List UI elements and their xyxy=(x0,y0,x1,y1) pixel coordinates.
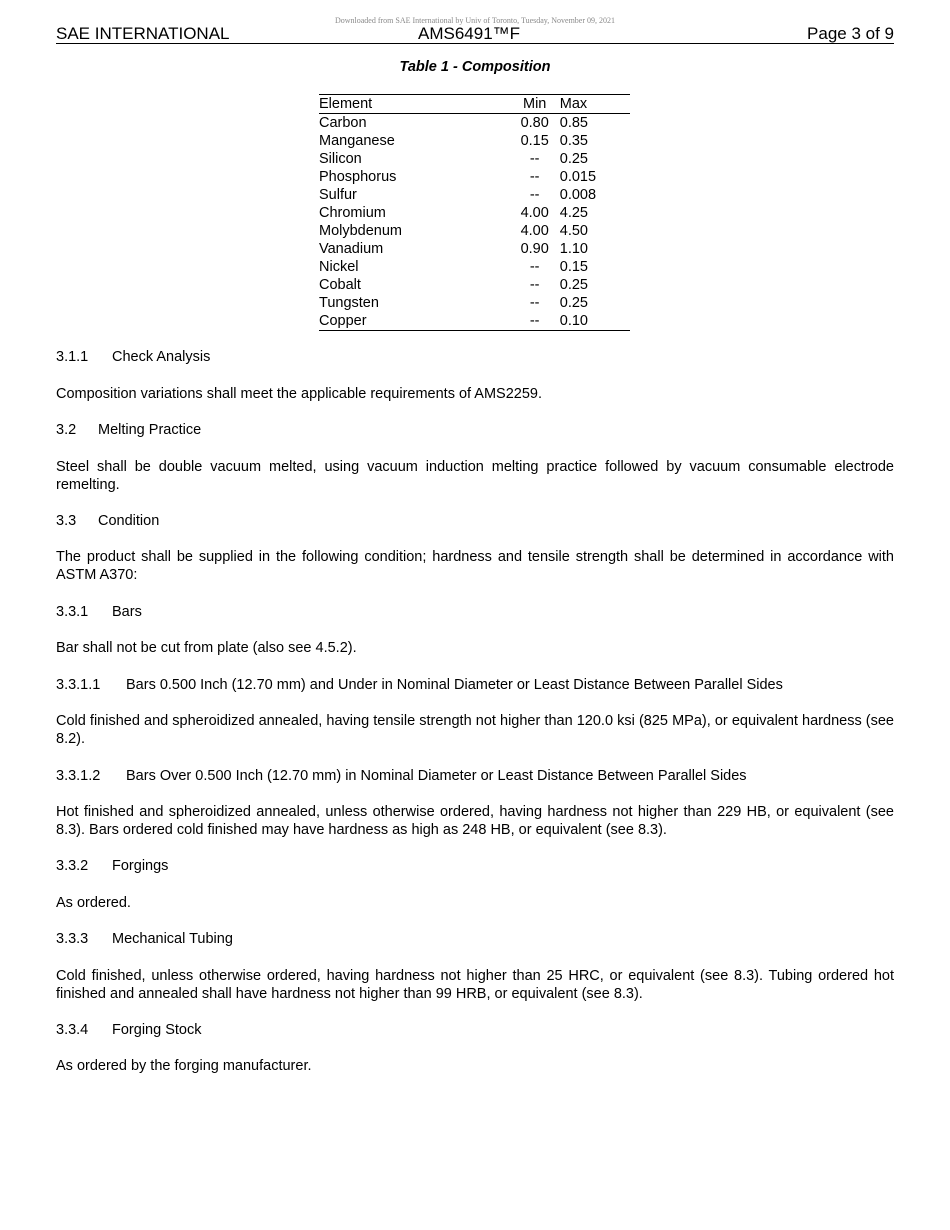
section-number: 3.3.1.2 xyxy=(56,768,101,784)
max-cell: 0.10 xyxy=(559,313,588,329)
max-cell: 0.008 xyxy=(559,187,597,203)
table-row xyxy=(319,312,630,331)
element-cell: Copper xyxy=(319,313,367,329)
max-cell: 0.85 xyxy=(559,115,588,131)
section-number: 3.3.3 xyxy=(56,931,89,947)
element-cell: Cobalt xyxy=(319,277,361,293)
min-cell: -- xyxy=(529,187,540,203)
section-title: Bars Over 0.500 Inch (12.70 mm) in Nominal Diameter or Least Distance Between Parallel Sides xyxy=(126,768,747,784)
paragraph: As ordered by the forging manufacturer. xyxy=(56,1058,312,1074)
section-heading xyxy=(56,422,894,440)
min-cell: -- xyxy=(529,295,540,311)
min-cell: -- xyxy=(529,151,540,167)
table-row xyxy=(319,186,630,204)
table-body xyxy=(319,114,630,331)
max-cell: 0.35 xyxy=(559,133,588,149)
section-number: 3.3.4 xyxy=(56,1022,89,1038)
max-cell: 1.10 xyxy=(559,241,588,257)
column-header-min: Min xyxy=(523,96,547,112)
min-cell: -- xyxy=(529,277,540,293)
max-cell: 0.25 xyxy=(559,151,588,167)
table-row xyxy=(319,222,630,240)
section-heading xyxy=(56,677,894,695)
element-cell: Tungsten xyxy=(319,295,379,311)
page-number: Page 3 of 9 xyxy=(807,24,894,43)
section-title: Mechanical Tubing xyxy=(112,931,233,947)
paragraph: The product shall be supplied in the following condition; hardness and tensile strength shall be determined in accordance with ASTM A370: xyxy=(56,549,894,583)
section-number: 3.3 xyxy=(56,513,77,529)
column-header-element: Element xyxy=(319,96,373,112)
element-cell: Carbon xyxy=(319,115,367,131)
element-cell: Sulfur xyxy=(319,187,357,203)
section-number: 3.3.2 xyxy=(56,858,89,874)
table-header-row xyxy=(319,95,630,114)
element-cell: Silicon xyxy=(319,151,362,167)
section-title: Bars 0.500 Inch (12.70 mm) and Under in Nominal Diameter or Least Distance Between Parallel Sides xyxy=(126,677,783,693)
min-cell: -- xyxy=(529,259,540,275)
section-title: Bars xyxy=(112,604,142,620)
paragraph: Hot finished and spheroidized annealed, unless otherwise ordered, having hardness not higher than 229 HB, or equivalent (see 8.3). Bars ordered cold finished may have hardness as high as 248 HB, or equivalent (see 8.3). xyxy=(56,804,894,838)
element-cell: Chromium xyxy=(319,205,386,221)
min-cell: 0.80 xyxy=(520,115,549,131)
min-cell: 4.00 xyxy=(520,205,549,221)
max-cell: 0.25 xyxy=(559,295,588,311)
column-header-max: Max xyxy=(559,96,588,112)
document-number: AMS6491™F xyxy=(418,24,521,43)
element-cell: Nickel xyxy=(319,259,359,275)
table-row xyxy=(319,150,630,168)
section-title: Forging Stock xyxy=(112,1022,202,1038)
table-row xyxy=(319,114,630,133)
min-cell: 0.15 xyxy=(520,133,549,149)
table-row xyxy=(319,168,630,186)
element-cell: Vanadium xyxy=(319,241,384,257)
element-cell: Molybdenum xyxy=(319,223,403,239)
element-cell: Phosphorus xyxy=(319,169,397,185)
section-heading xyxy=(56,858,894,876)
section-title: Melting Practice xyxy=(98,422,202,438)
section-heading xyxy=(56,931,894,949)
max-cell: 0.25 xyxy=(559,277,588,293)
paragraph: As ordered. xyxy=(56,895,131,911)
page-header xyxy=(56,24,894,44)
section-number: 3.1.1 xyxy=(56,349,89,365)
table-row xyxy=(319,258,630,276)
paragraph: Steel shall be double vacuum melted, using vacuum induction melting practice followed by vacuum consumable electrode remelting. xyxy=(56,459,894,493)
section-number: 3.2 xyxy=(56,422,77,438)
section-heading xyxy=(56,513,894,531)
composition-table xyxy=(319,94,630,331)
min-cell: -- xyxy=(529,313,540,329)
table-row xyxy=(319,294,630,312)
table-row xyxy=(319,132,630,150)
min-cell: -- xyxy=(529,169,540,185)
element-cell: Manganese xyxy=(319,133,395,149)
min-cell: 0.90 xyxy=(520,241,549,257)
table-row xyxy=(319,204,630,222)
section-heading xyxy=(56,768,894,786)
max-cell: 0.015 xyxy=(559,169,597,185)
table-row xyxy=(319,276,630,294)
max-cell: 4.50 xyxy=(559,223,588,239)
download-watermark: Downloaded from SAE International by Univ of Toronto, Tuesday, November 09, 2021 xyxy=(334,16,616,25)
section-title: Condition xyxy=(98,513,160,529)
table-row xyxy=(319,240,630,258)
section-title: Check Analysis xyxy=(112,349,211,365)
section-title: Forgings xyxy=(112,858,169,874)
section-number: 3.3.1 xyxy=(56,604,89,620)
table-caption: Table 1 - Composition xyxy=(399,59,551,75)
paragraph: Bar shall not be cut from plate (also see 4.5.2). xyxy=(56,640,357,656)
paragraph: Cold finished, unless otherwise ordered, having hardness not higher than 25 HRC, or equivalent (see 8.3). Tubing ordered hot finished and annealed shall have hardness not higher than 99 HRB, or equivalent (see 8.3). xyxy=(56,968,894,1002)
paragraph: Cold finished and spheroidized annealed, having tensile strength not higher than 120.0 ksi (825 MPa), or equivalent hardness (see 8.2). xyxy=(56,713,894,747)
section-number: 3.3.1.1 xyxy=(56,677,101,693)
publisher-name: SAE INTERNATIONAL xyxy=(56,24,230,43)
section-heading xyxy=(56,604,894,622)
max-cell: 0.15 xyxy=(559,259,588,275)
section-heading xyxy=(56,1022,894,1040)
paragraph: Composition variations shall meet the applicable requirements of AMS2259. xyxy=(56,386,543,402)
max-cell: 4.25 xyxy=(559,205,588,221)
section-heading xyxy=(56,349,894,367)
min-cell: 4.00 xyxy=(520,223,549,239)
